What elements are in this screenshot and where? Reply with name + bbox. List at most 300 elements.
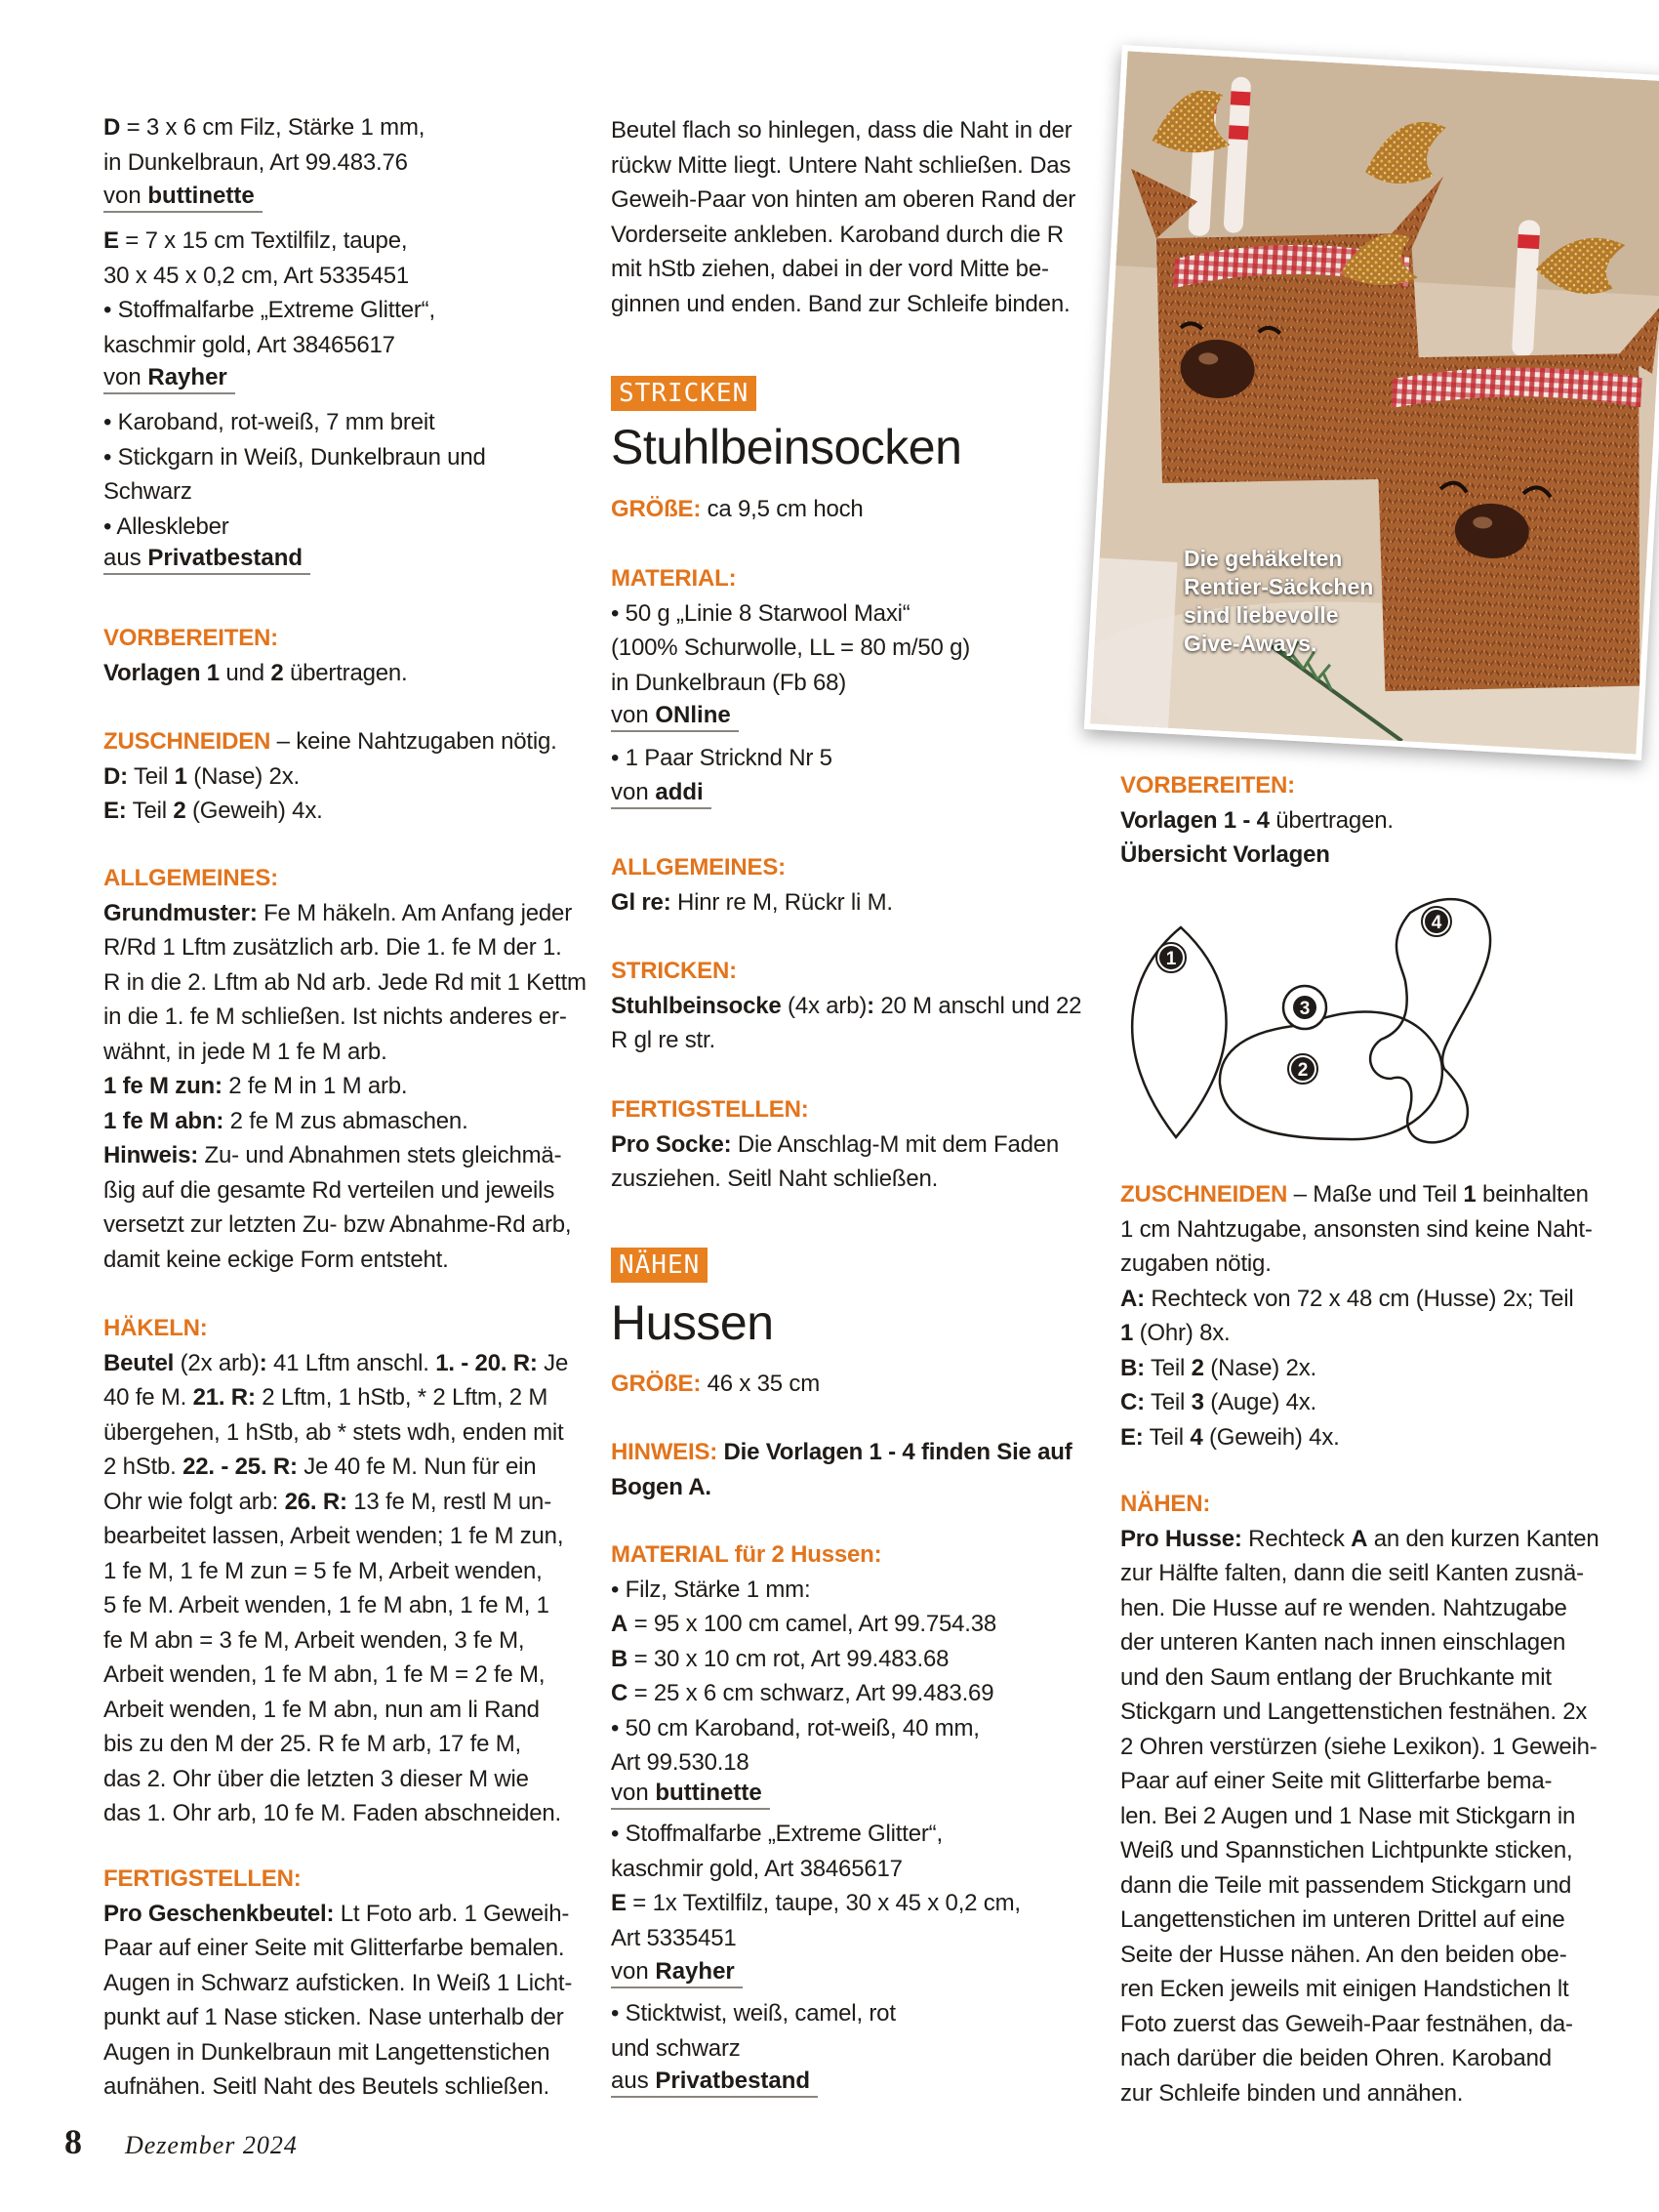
text-line: [1120, 1212, 1613, 1248]
text-run: (Nase) 2x.: [1203, 1354, 1316, 1381]
material-list: [611, 1817, 1089, 1955]
section-zuschneiden: [1120, 1177, 1613, 1454]
supplier-link: von Rayher: [103, 363, 235, 394]
text-run: Seite der Husse nähen. An den beiden obe-: [1120, 1941, 1567, 1968]
section-haekeln: [103, 1311, 582, 1831]
bold-term: :: [867, 992, 874, 1019]
text-line: [103, 1862, 582, 1897]
text-run: Je 40 fe M. Nun für ein: [297, 1454, 537, 1480]
text-line: [611, 252, 1089, 287]
text-line: [103, 656, 582, 691]
text-line: [611, 1435, 1089, 1470]
text-line: [1120, 1591, 1613, 1626]
text-run: Stickgarn und Langettenstichen festnähen. 2x: [1120, 1699, 1588, 1725]
section-vorbereiten: [103, 621, 582, 690]
size-info: [611, 492, 1089, 527]
text-run: • 1 Paar Stricknd Nr 5: [611, 745, 832, 771]
text-run: = 1x Textilfilz, taupe, 30 x 45 x 0,2 cm,: [626, 1890, 1021, 1916]
text-line: [103, 1519, 582, 1554]
section-heading: NÄHEN:: [1120, 1491, 1211, 1517]
bold-term: 2: [270, 659, 284, 686]
text-run: nach darüber die beiden Ohren. Karoband: [1120, 2045, 1552, 2071]
text-run: Augen in Dunkelbraun mit Langettenstichen: [103, 2038, 550, 2066]
text-line: [103, 1415, 582, 1451]
pattern-badge-2: [1288, 1054, 1317, 1084]
section-heading: ZUSCHNEIDEN: [1120, 1181, 1288, 1208]
text-run: dann die Teile mit passendem Stickgarn und: [1120, 1871, 1572, 1899]
section-heading: ALLGEMEINES:: [103, 865, 278, 891]
text-run: = 30 x 10 cm rot, Art 99.483.68: [627, 1645, 950, 1672]
text-line: [103, 510, 582, 545]
bold-term: Vorlagen 1: [103, 659, 220, 686]
text-run: Langettenstichen im unteren Drittel auf eine: [1120, 1906, 1565, 1933]
text-line: [611, 1745, 1089, 1781]
text-line: [103, 2069, 582, 2105]
text-run: Zu- und Abnahmen stets gleichmä-: [198, 1142, 562, 1168]
section-title-hussen: Hussen: [611, 1295, 774, 1350]
text-line: [611, 1607, 1089, 1642]
pattern-badge-3: [1283, 986, 1326, 1029]
section-material: [611, 561, 1089, 700]
text-run: 2 Ohren verstürzen (siehe Lexikon). 1 Geweih-: [1120, 1733, 1598, 1760]
text-line: [1120, 1695, 1613, 1730]
text-run: – Maße und Teil: [1287, 1181, 1464, 1208]
text-run: 1 cm Nahtzugabe, ansonsten sind keine Naht-: [1120, 1215, 1593, 1243]
section-heading: VORBEREITEN:: [103, 625, 278, 651]
text-run: Beutel flach so hinlegen, dass die Naht in der: [611, 117, 1072, 143]
text-run: fe M abn = 3 fe M, Arbeit wenden, 3 fe M,: [103, 1626, 525, 1654]
text-line: [103, 1000, 582, 1035]
text-line: [103, 1693, 582, 1728]
text-run: (Auge) 4x.: [1203, 1389, 1316, 1415]
text-run: Fe M häkeln. Am Anfang jeder: [257, 899, 572, 926]
text-line: [1120, 1487, 1613, 1522]
text-line: [103, 1450, 582, 1485]
supplier-source: [611, 1779, 1089, 1810]
text-line: [103, 1485, 582, 1520]
pattern-overview: [1113, 883, 1600, 1157]
text-line: [611, 1092, 1089, 1127]
text-line: [611, 954, 1089, 989]
text-line: [103, 293, 582, 328]
text-line: [611, 1676, 1089, 1711]
text-run: (Ohr) 8x.: [1133, 1320, 1231, 1346]
text-run: Je: [537, 1349, 569, 1376]
text-line: [103, 724, 582, 759]
text-line: [611, 1711, 1089, 1746]
bold-term: Beutel: [103, 1349, 175, 1376]
bold-term: Bogen A.: [611, 1473, 711, 1500]
text-line: [103, 1658, 582, 1693]
text-line: [1120, 1625, 1613, 1660]
material-list: [103, 405, 582, 544]
text-run: mit hStb ziehen, dabei in der vord Mitte be-: [611, 256, 1049, 282]
bold-term: Pro Husse:: [1120, 1525, 1242, 1552]
bold-term: 26. R:: [284, 1488, 347, 1515]
text-run: • Alleskleber: [103, 512, 229, 540]
text-run: 40 fe M.: [103, 1384, 193, 1411]
svg-text:3: 3: [1299, 999, 1311, 1019]
bold-term: 1: [1120, 1320, 1134, 1346]
supplier-source: [611, 701, 1089, 732]
text-run: = 95 x 100 cm camel, Art 99.754.38: [627, 1611, 997, 1637]
bold-term: A:: [1120, 1285, 1145, 1312]
text-run: und: [219, 659, 271, 686]
text-line: [1120, 1972, 1613, 2007]
text-run: Arbeit wenden, 1 fe M abn, 1 fe M = 2 fe M,: [103, 1661, 546, 1688]
text-line: [611, 183, 1089, 218]
supplier-link: von addi: [611, 778, 711, 809]
text-line: [103, 259, 582, 294]
text-line: [611, 218, 1089, 253]
pattern-badge-1: [1156, 943, 1186, 972]
text-line: [103, 1380, 582, 1415]
supplier-link: von ONline: [611, 701, 739, 732]
material-list: [611, 741, 1089, 776]
text-line: [611, 989, 1089, 1024]
text-line: [103, 1035, 582, 1070]
supplier-link: aus Privatbestand: [611, 2067, 818, 2098]
text-line: [1120, 803, 1613, 839]
caption-line: Die gehäkelten: [1184, 546, 1343, 571]
section-heading: MATERIAL für 2 Hussen:: [611, 1541, 882, 1568]
bold-term: 1: [1463, 1181, 1477, 1208]
section-heading: STRICKEN:: [611, 958, 737, 984]
text-line: [103, 1897, 582, 1932]
text-line: [611, 492, 1089, 527]
text-line: [1120, 1522, 1613, 1557]
text-line: [611, 1537, 1089, 1573]
pattern-nose-shape: [1220, 1012, 1442, 1140]
text-run: Teil: [126, 798, 174, 824]
text-run: der unteren Kanten nach innen einschlagen: [1120, 1629, 1566, 1656]
supplier-source: [611, 1957, 1089, 1988]
bold-term: D:: [103, 762, 128, 790]
text-run: Teil: [1143, 1423, 1191, 1451]
text-line: [611, 1642, 1089, 1677]
text-run: ßig auf die gesamte Rd verteilen und jeweils: [103, 1176, 555, 1204]
material-list: [103, 110, 582, 180]
text-run: 20 M anschl und 22: [873, 992, 1082, 1019]
bold-term: E: [611, 1890, 627, 1916]
text-line: [1120, 2007, 1613, 2042]
text-line: [1120, 1764, 1613, 1799]
text-line: [611, 2031, 1089, 2067]
text-run: Paar auf einer Seite mit Glitterfarbe bema-: [1120, 1768, 1553, 1794]
section-allgemeines: [103, 861, 587, 1277]
text-line: [611, 741, 1089, 776]
text-line: [103, 405, 582, 440]
bold-term: E:: [1120, 1423, 1144, 1451]
text-run: zugaben nötig.: [1120, 1250, 1272, 1277]
text-line: [103, 1346, 582, 1381]
text-run: 46 x 35 cm: [701, 1371, 820, 1397]
supplier-source: [103, 182, 582, 213]
text-run: 30 x 45 x 0,2 cm, Art 5335451: [103, 262, 410, 289]
text-run: • 50 g „Linie 8 Starwool Maxi“: [611, 599, 910, 627]
text-run: Teil: [1144, 1354, 1192, 1381]
text-run: bearbeitet lassen, Arbeit wenden; 1 fe M zun,: [103, 1523, 564, 1549]
text-run: Schwarz: [103, 478, 192, 505]
text-line: [611, 1817, 1089, 1852]
text-line: [103, 1104, 582, 1139]
text-line: [103, 1069, 582, 1104]
text-run: zur Hälfte falten, dann die seitl Kanten zusnä-: [1120, 1560, 1584, 1586]
text-line: [103, 2000, 582, 2035]
bold-term: :: [259, 1349, 267, 1376]
text-run: und schwarz: [611, 2034, 741, 2062]
bold-term: 1: [174, 762, 187, 790]
text-run: Arbeit wenden, 1 fe M abn, nun am li Rand: [103, 1696, 540, 1723]
bold-term: Gl re:: [611, 888, 671, 916]
text-line: [1120, 768, 1613, 803]
material-list: [103, 224, 582, 362]
text-line: [103, 1554, 582, 1589]
text-run: Teil: [1144, 1389, 1192, 1415]
text-line: [1120, 838, 1613, 873]
text-line: [1120, 1282, 1613, 1317]
text-run: 1 fe M, 1 fe M zun = 5 fe M, Arbeit wenden,: [103, 1557, 543, 1584]
text-line: [611, 1921, 1089, 1956]
text-line: [1120, 1660, 1613, 1696]
section-heading: MATERIAL:: [611, 565, 737, 592]
text-line: [611, 596, 1089, 632]
text-line: [611, 1470, 1089, 1505]
text-line: [611, 1886, 1089, 1921]
section-heading: VORBEREITEN:: [1120, 772, 1295, 799]
text-line: [103, 145, 582, 181]
bold-term: 2: [1191, 1354, 1204, 1381]
text-line: [1120, 1799, 1613, 1834]
caption-line: Give-Aways.: [1184, 631, 1317, 656]
text-run: in Dunkelbraun, Art 99.483.76: [103, 148, 408, 176]
text-line: [103, 621, 582, 656]
supplier-source: [103, 363, 582, 394]
bold-term: Übersicht Vorlagen: [1120, 841, 1330, 868]
section-heading: ZUSCHNEIDEN: [103, 728, 271, 755]
text-run: len. Bei 2 Augen und 1 Nase mit Stickgarn in: [1120, 1802, 1576, 1829]
text-run: • Stoffmalfarbe „Extreme Glitter“,: [103, 297, 435, 323]
section-naehen: [1120, 1487, 1613, 2110]
text-run: das 1. Ohr arb, 10 fe M. Faden abschneiden.: [103, 1800, 562, 1826]
text-run: kaschmir gold, Art 38465617: [103, 331, 395, 358]
text-line: [103, 930, 582, 965]
text-run: in Dunkelbraun (Fb 68): [611, 669, 847, 696]
section-heading: FERTIGSTELLEN:: [103, 1865, 302, 1892]
text-line: [611, 631, 1089, 666]
text-line: [611, 287, 1089, 322]
text-line: [103, 965, 587, 1001]
text-line: [103, 896, 582, 931]
text-run: • Sticktwist, weiß, camel, rot: [611, 2000, 896, 2027]
section-heading: FERTIGSTELLEN:: [611, 1096, 809, 1123]
text-run: ren Ecken jeweils mit einigen Handstichen lt: [1120, 1976, 1569, 2002]
instructions-continued: [611, 113, 1089, 321]
text-run: wähnt, in jede M 1 fe M arb.: [103, 1038, 387, 1065]
text-line: [1120, 1316, 1613, 1351]
bold-term: Grundmuster:: [103, 899, 258, 926]
bold-term: 3: [1191, 1389, 1204, 1415]
text-line: [103, 1243, 582, 1278]
text-line: [103, 1311, 582, 1346]
text-run: in die 1. fe M schließen. Ist nichts anderes er-: [103, 1004, 567, 1030]
text-line: [103, 2035, 582, 2070]
text-run: (Geweih) 4x.: [1202, 1423, 1340, 1451]
section-heading: ALLGEMEINES:: [611, 854, 786, 881]
text-run: Die Anschlag-M mit dem Faden: [731, 1130, 1060, 1158]
supplier-source: [611, 778, 1089, 809]
text-line: [1120, 1556, 1613, 1591]
supplier-link: von Rayher: [611, 1957, 743, 1988]
text-run: R in die 2. Lftm ab Nd arb. Jede Rd mit 1 Kettm: [103, 968, 587, 996]
bold-term: 4: [1190, 1423, 1203, 1451]
section-material: [611, 1537, 1089, 1781]
bold-term: A: [1351, 1525, 1368, 1552]
issue-date: Dezember 2024: [125, 2131, 298, 2159]
text-line: [103, 1138, 582, 1173]
bold-term: 22. - 25. R:: [182, 1454, 298, 1480]
text-run: 2 fe M in 1 M arb.: [222, 1073, 408, 1099]
text-run: Rechteck: [1241, 1525, 1352, 1552]
text-run: Hinr re M, Rückr li M.: [670, 888, 893, 916]
text-line: [611, 1162, 1089, 1197]
text-line: [611, 850, 1089, 885]
text-run: 13 fe M, restl M un-: [346, 1488, 551, 1515]
text-run: 2 hStb.: [103, 1454, 183, 1480]
text-run: 5 fe M. Arbeit wenden, 1 fe M abn, 1 fe M, 1: [103, 1592, 549, 1618]
svg-text:4: 4: [1431, 913, 1442, 933]
text-line: [103, 794, 582, 829]
bold-term: A: [611, 1611, 628, 1637]
bold-term: 1. - 20. R:: [435, 1349, 538, 1376]
section-title-stuhlbeinsocken: Stuhlbeinsocken: [611, 420, 962, 474]
section-heading: GRÖßE:: [611, 1371, 702, 1397]
text-line: [103, 861, 582, 896]
text-line: [103, 224, 582, 259]
text-line: [1120, 1385, 1613, 1420]
bold-term: E: [103, 227, 119, 254]
text-run: Augen in Schwarz aufsticken. In Weiß 1 Licht-: [103, 1969, 573, 1996]
section-heading: HÄKELN:: [103, 1315, 208, 1341]
bold-term: B: [611, 1645, 628, 1672]
text-line: [103, 759, 582, 795]
caption-line: sind liebevolle: [1184, 602, 1339, 628]
supplier-link: von buttinette: [103, 182, 263, 213]
text-run: an den kurzen Kanten: [1367, 1525, 1599, 1552]
bold-term: B:: [1120, 1354, 1145, 1381]
text-line: [611, 1127, 1089, 1163]
supplier-link: aus Privatbestand: [103, 544, 310, 575]
text-run: beinhalten: [1476, 1181, 1589, 1208]
text-line: [1120, 1420, 1613, 1455]
text-line: [1120, 1868, 1613, 1904]
section-stricken: [611, 954, 1089, 1058]
text-line: [611, 885, 1089, 921]
note-hinweis: [611, 1435, 1089, 1504]
text-line: [1120, 1247, 1613, 1282]
bold-term: 2: [173, 798, 186, 824]
text-run: R gl re str.: [611, 1027, 715, 1053]
text-run: • 50 cm Karoband, rot-weiß, 40 mm,: [611, 1714, 980, 1741]
pattern-badge-4: [1422, 907, 1451, 936]
text-line: [1120, 1833, 1613, 1868]
bold-term: Pro Socke:: [611, 1130, 732, 1158]
text-run: hen. Die Husse auf re wenden. Nahtzugabe: [1120, 1594, 1567, 1621]
text-line: [103, 1623, 582, 1659]
text-run: Art 99.530.18: [611, 1749, 749, 1776]
bold-term: 1 fe M zun:: [103, 1073, 223, 1099]
bold-term: 21. R:: [192, 1384, 256, 1411]
section-zuschneiden: [103, 724, 582, 829]
text-run: zusziehen. Seitl Naht schließen.: [611, 1166, 939, 1192]
text-run: bis zu den M der 25. R fe M arb, 17 fe M,: [103, 1731, 521, 1757]
text-run: Lt Foto arb. 1 Geweih-: [334, 1900, 570, 1927]
text-line: [611, 666, 1089, 701]
text-run: 2 Lftm, 1 hStb, * 2 Lftm, 2 M: [255, 1384, 548, 1411]
text-line: [103, 1727, 582, 1762]
text-run: ginnen und enden. Band zur Schleife binden.: [611, 290, 1071, 317]
bold-term: Hinweis:: [103, 1142, 199, 1168]
section-fertigstellen: [103, 1862, 582, 2105]
bold-term: E:: [103, 798, 127, 824]
page-number: 8: [64, 2122, 82, 2161]
text-line: [611, 113, 1089, 148]
bold-term: C:: [1120, 1389, 1145, 1415]
text-line: [611, 1367, 1089, 1402]
photo-caption: [1184, 545, 1408, 658]
text-run: = 25 x 6 cm schwarz, Art 99.483.69: [627, 1680, 994, 1706]
material-list: [611, 1996, 1089, 2066]
text-line: [103, 474, 582, 510]
text-line: [103, 110, 582, 145]
text-line: [1120, 2076, 1613, 2111]
svg-text:2: 2: [1297, 1060, 1309, 1081]
text-line: [103, 440, 582, 475]
text-run: das 2. Ohr über die letzten 3 dieser M wie: [103, 1765, 529, 1792]
text-run: = 3 x 6 cm Filz, Stärke 1 mm,: [120, 114, 425, 141]
text-run: Paar auf einer Seite mit Glitterfarbe bemalen.: [103, 1935, 565, 1961]
bold-term: D: [103, 114, 121, 141]
supplier-link: von buttinette: [611, 1779, 770, 1810]
section-vorbereiten: [1120, 768, 1613, 873]
supplier-source: [611, 2067, 1089, 2098]
bold-term: 1 fe M abn:: [103, 1107, 224, 1134]
text-line: [103, 1208, 582, 1243]
text-line: [1120, 1177, 1613, 1212]
text-line: [611, 1023, 1089, 1058]
text-run: Weiß und Spannstichen Lichtpunkte sticken,: [1120, 1837, 1573, 1864]
section-fertigstellen: [611, 1092, 1089, 1197]
bold-term: C: [611, 1680, 628, 1706]
section-heading: HINWEIS:: [611, 1439, 718, 1465]
text-run: rückw Mitte liegt. Untere Naht schließen. Das: [611, 151, 1072, 179]
text-run: übertragen.: [1269, 806, 1394, 834]
text-run: aufnähen. Seitl Naht des Beutels schließen.: [103, 2073, 550, 2100]
text-run: Vorderseite ankleben. Karoband durch die R: [611, 221, 1064, 248]
text-run: (2x arb): [174, 1349, 260, 1376]
text-run: • Stoffmalfarbe „Extreme Glitter“,: [611, 1821, 943, 1847]
text-run: zur Schleife binden und annähen.: [1120, 2079, 1464, 2107]
text-run: (Geweih) 4x.: [185, 798, 323, 824]
text-line: [103, 1173, 582, 1208]
text-line: [103, 1796, 582, 1831]
section-heading: GRÖßE:: [611, 496, 702, 522]
text-run: Teil: [127, 762, 175, 790]
svg-text:1: 1: [1165, 949, 1177, 969]
text-run: (100% Schurwolle, LL = 80 m/50 g): [611, 635, 971, 661]
text-line: [103, 328, 582, 363]
text-line: [103, 1966, 582, 2001]
